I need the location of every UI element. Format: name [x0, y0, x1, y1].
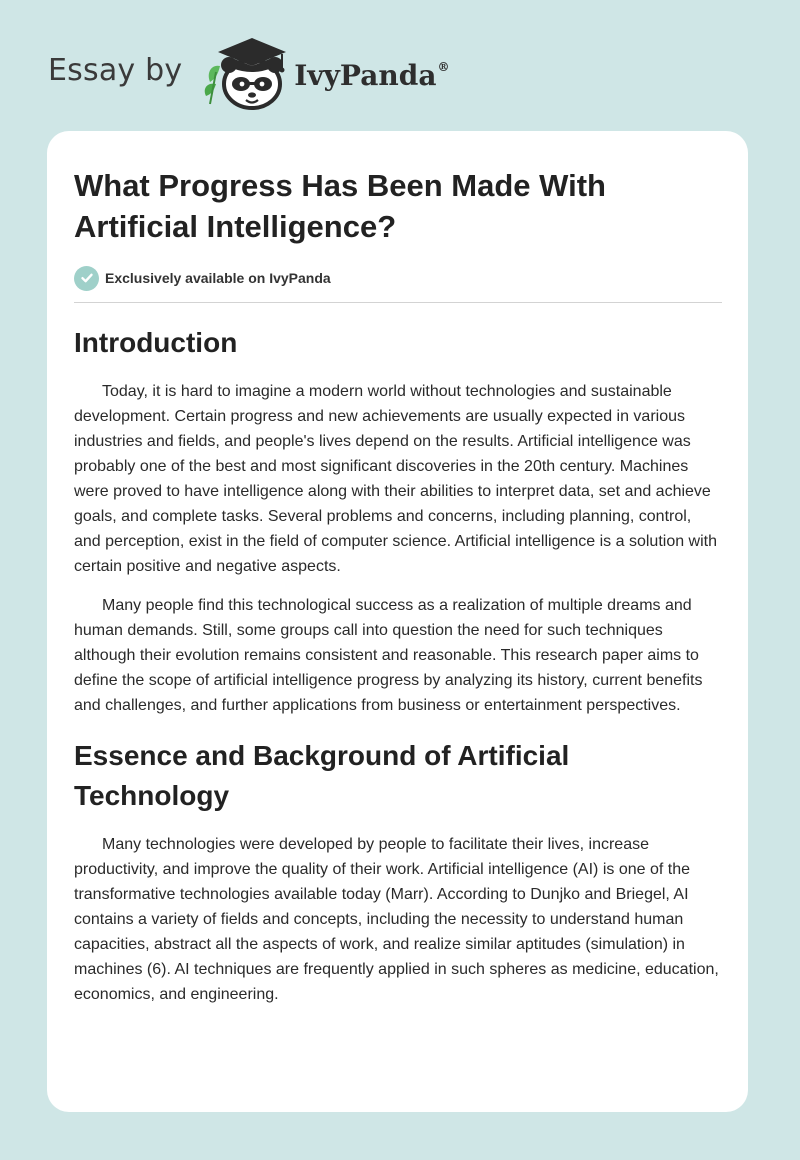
registered-mark: ® — [437, 59, 450, 74]
paragraph: Many people find this technological success as a realization of multiple dreams and human demands. Still, some groups call into question the need for such techniques although their evolution remains consistent and reasonable. This research paper aims to define the scope of artificial intelligence progress by analyzing its history, current benefits and challenges, and further applications from business or entertainment perspectives. — [74, 597, 703, 714]
site-header — [48, 32, 449, 112]
panda-graduation-cap-icon[interactable] — [196, 32, 292, 112]
exclusive-badge — [74, 265, 722, 291]
section-heading-introduction: Introduction — [74, 327, 238, 358]
brand-name[interactable]: IvyPanda® — [294, 58, 450, 92]
section-heading-essence: Essence and Background of Artificial Technology — [74, 740, 570, 811]
page-title: What Progress Has Been Made With Artificial Intelligence? — [74, 168, 606, 244]
paragraph: Today, it is hard to imagine a modern world without technologies and sustainable development. Certain progress and new achievements are usually expected in various industries and fields, and people's lives depend on the results. Artificial intelligence was probably one of the best and most significant discoveries in the 20th century. Machines were proved to have intelligence along with their abilities to interpret data, set and achieve goals, and complete tasks. Several problems and concerns, including planning, control, and perception, exist in the field of computer science. Artificial intelligence is a solution with certain positive and negative aspects. — [74, 383, 718, 575]
exclusive-label: Exclusively available on IvyPanda — [105, 270, 331, 286]
essay-by-label: Essay by — [48, 52, 183, 88]
paragraph: Many technologies were developed by people to facilitate their lives, increase productivity, and improve the quality of their work. Artificial intelligence (AI) is one of the transformative technologies available today (Marr). According to Dunjko and Briegel, AI contains a variety of fields and concepts, including the necessity to understand human capacities, abstract all the aspects of work, and realize similar aptitudes (simulation) in machines (6). AI techniques are frequently applied in such spheres as medicine, education, economics, and engineering. — [74, 836, 719, 1003]
checkmark-icon — [74, 266, 99, 291]
essay-card — [47, 131, 748, 1112]
divider — [74, 302, 722, 303]
